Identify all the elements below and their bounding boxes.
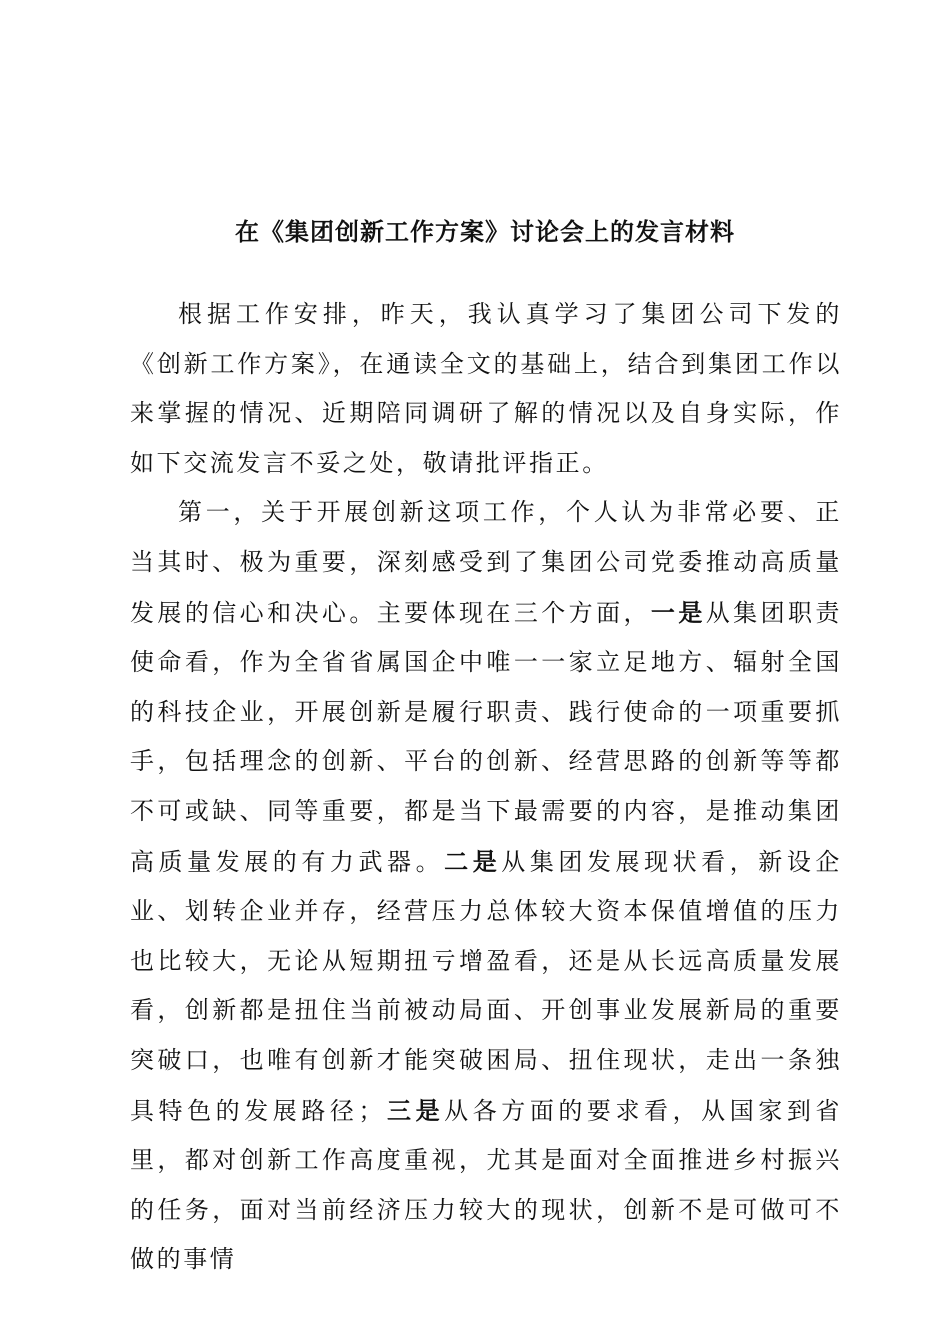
paragraph-2 [130,488,842,1285]
paragraph-2-segment-3: 从各方面的要求看，从国家到省里，都对创新工作高度重视，尤其是面对全面推进乡村振兴的任务，面对当前经济压力较大的现状，创新不是可做可不做的事情 [130,1096,842,1274]
paragraph-2-intro: 第一，关于开展创新这项工作，个人认为非常必要、正当其时、极为重要，深刻感受到了集团公司党委推动高质量发展的信心和决心。主要体现在三个方面， [130,498,842,627]
keyword-second: 二是 [444,846,502,876]
paragraph-1: 根据工作安排，昨天，我认真学习了集团公司下发的《创新工作方案》，在通读全文的基础上，结合到集团工作以来掌握的情况、近期陪同调研了解的情况以及自身实际，作如下交流发言不妥之处，敬请批评指正。 [130,300,842,477]
paragraph-2-segment-1: 从集团职责使命看，作为全省省属国企中唯一一家立足地方、辐射全国的科技企业，开展创新是履行职责、践行使命的一项重要抓手，包括理念的创新、平台的创新、经营思路的创新等等都不可或缺、同等重要，都是当下最需要的内容，是推动集团高质量发展的有力武器。 [130,598,843,876]
paragraph-2-segment-2: 从集团发展现状看，新设企业、划转企业并存，经营压力总体较大资本保值增值的压力也比较大，无论从短期扭亏增盈看，还是从长远高质量发展看，创新都是扭住当前被动局面、开创事业发展新局的重要突破口，也唯有创新才能突破困局、扭住现状，走出一条独具特色的发展路径； [130,847,842,1125]
keyword-first: 一是 [650,597,706,627]
document-body [130,290,842,1285]
keyword-third: 三是 [385,1095,445,1125]
document-title: 在《集团创新工作方案》讨论会上的发言材料 [235,217,735,246]
